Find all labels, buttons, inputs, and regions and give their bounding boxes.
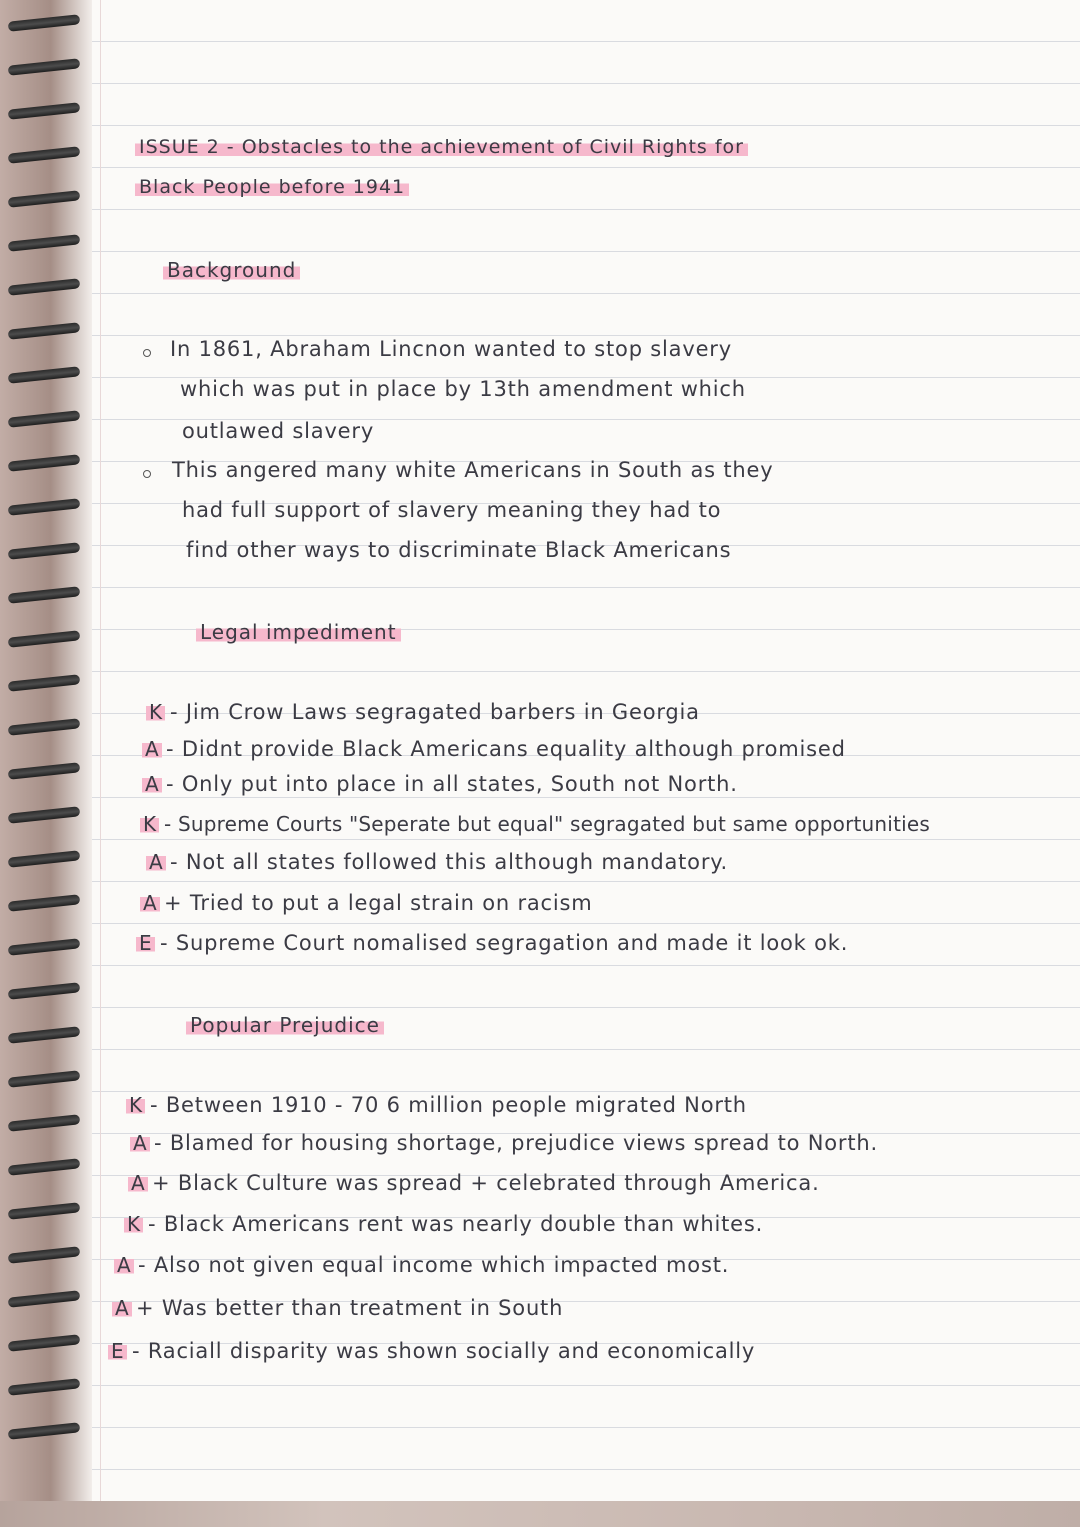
list-item: - Black Americans rent was nearly double than whites.	[148, 1212, 764, 1236]
list-item: - Jim Crow Laws segragated barbers in Georgia	[170, 700, 700, 724]
spiral-ring	[8, 366, 81, 383]
spiral-ring	[8, 1246, 81, 1263]
bullet-2-line-1: This angered many white Americans in South as they	[172, 458, 774, 482]
bullet-2-line-2: had full support of slavery meaning they had to	[182, 498, 722, 522]
heading-text: Background	[163, 258, 300, 282]
spiral-ring	[8, 410, 81, 427]
bullet-icon	[143, 470, 151, 478]
spiral-ring	[8, 498, 81, 515]
bullet-1-line-3: outlawed slavery	[182, 419, 375, 443]
spiral-ring	[8, 1114, 81, 1131]
spiral-ring	[8, 850, 81, 867]
spiral-ring	[8, 1290, 81, 1307]
tag-marker: K	[126, 1093, 145, 1117]
tag-marker: E	[136, 931, 155, 955]
spiral-ring	[8, 938, 81, 955]
spiral-ring	[8, 586, 81, 603]
list-item: + Black Culture was spread + celebrated through America.	[152, 1171, 820, 1195]
spiral-ring	[8, 894, 81, 911]
list-item: - Raciall disparity was shown socially and economically	[132, 1339, 756, 1363]
spiral-ring	[8, 762, 81, 779]
spiral-ring	[8, 190, 81, 207]
spiral-ring	[8, 1158, 81, 1175]
tag-marker: K	[140, 812, 159, 836]
spiral-ring	[8, 146, 81, 163]
list-item: - Between 1910 - 70 6 million people migrated North	[150, 1093, 747, 1117]
tag-marker: A	[146, 850, 166, 874]
spiral-ring	[8, 278, 81, 295]
spiral-ring	[8, 1070, 81, 1087]
heading-text: Popular Prejudice	[186, 1013, 384, 1037]
list-item: - Blamed for housing shortage, prejudice views spread to North.	[154, 1131, 878, 1155]
spiral-ring	[8, 630, 81, 647]
spiral-ring	[8, 102, 81, 119]
tag-marker: A	[114, 1253, 134, 1277]
tag-marker: A	[140, 891, 160, 915]
tag-marker: A	[112, 1296, 132, 1320]
section-heading-legal	[196, 620, 401, 644]
list-item: + Was better than treatment in South	[136, 1296, 564, 1320]
list-item: - Supreme Courts "Seperate but equal" segragated but same opportunities	[164, 812, 930, 836]
spiral-ring	[8, 454, 81, 471]
list-item: + Tried to put a legal strain on racism	[164, 891, 593, 915]
margin-line	[100, 0, 101, 1527]
tag-marker: A	[142, 772, 162, 796]
spiral-ring	[8, 674, 81, 691]
bullet-1-line-2: which was put in place by 13th amendment which	[180, 377, 746, 401]
spiral-binding	[0, 0, 92, 1527]
spiral-ring	[8, 58, 81, 75]
section-heading-prejudice	[186, 1013, 384, 1037]
spiral-ring	[8, 1334, 81, 1351]
tag-marker: A	[128, 1171, 148, 1195]
spiral-ring	[8, 234, 81, 251]
title-line-2: Black People before 1941	[135, 176, 409, 198]
bullet-1-line-1: In 1861, Abraham Lincnon wanted to stop slavery	[170, 337, 732, 361]
spiral-ring	[8, 1202, 81, 1219]
tag-marker: A	[142, 737, 162, 761]
spiral-ring	[8, 1026, 81, 1043]
tag-marker: K	[146, 700, 165, 724]
list-item: - Didnt provide Black Americans equality although promised	[166, 737, 846, 761]
page-title-line-2	[135, 176, 409, 198]
tag-marker: K	[124, 1212, 143, 1236]
spiral-ring	[8, 322, 81, 339]
spiral-ring	[8, 542, 81, 559]
title-line-1: ISSUE 2 - Obstacles to the achievement of Civil Rights for	[135, 136, 748, 158]
spiral-ring	[8, 1422, 81, 1439]
spiral-ring	[8, 982, 81, 999]
list-item: - Also not given equal income which impacted most.	[138, 1253, 730, 1277]
bullet-2-line-3: find other ways to discriminate Black Americans	[186, 538, 732, 562]
spiral-ring	[8, 718, 81, 735]
spiral-ring	[8, 14, 81, 31]
desk-surface	[0, 1501, 1080, 1527]
list-item: - Not all states followed this although mandatory.	[170, 850, 728, 874]
page-title	[135, 136, 748, 158]
list-item: - Only put into place in all states, South not North.	[166, 772, 738, 796]
tag-marker: A	[130, 1131, 150, 1155]
tag-marker: E	[108, 1339, 127, 1363]
bullet-icon	[143, 349, 151, 357]
list-item: - Supreme Court nomalised segragation and made it look ok.	[160, 931, 849, 955]
section-heading-background	[163, 258, 300, 282]
spiral-ring	[8, 1378, 81, 1395]
spiral-ring	[8, 806, 81, 823]
heading-text: Legal impediment	[196, 620, 401, 644]
